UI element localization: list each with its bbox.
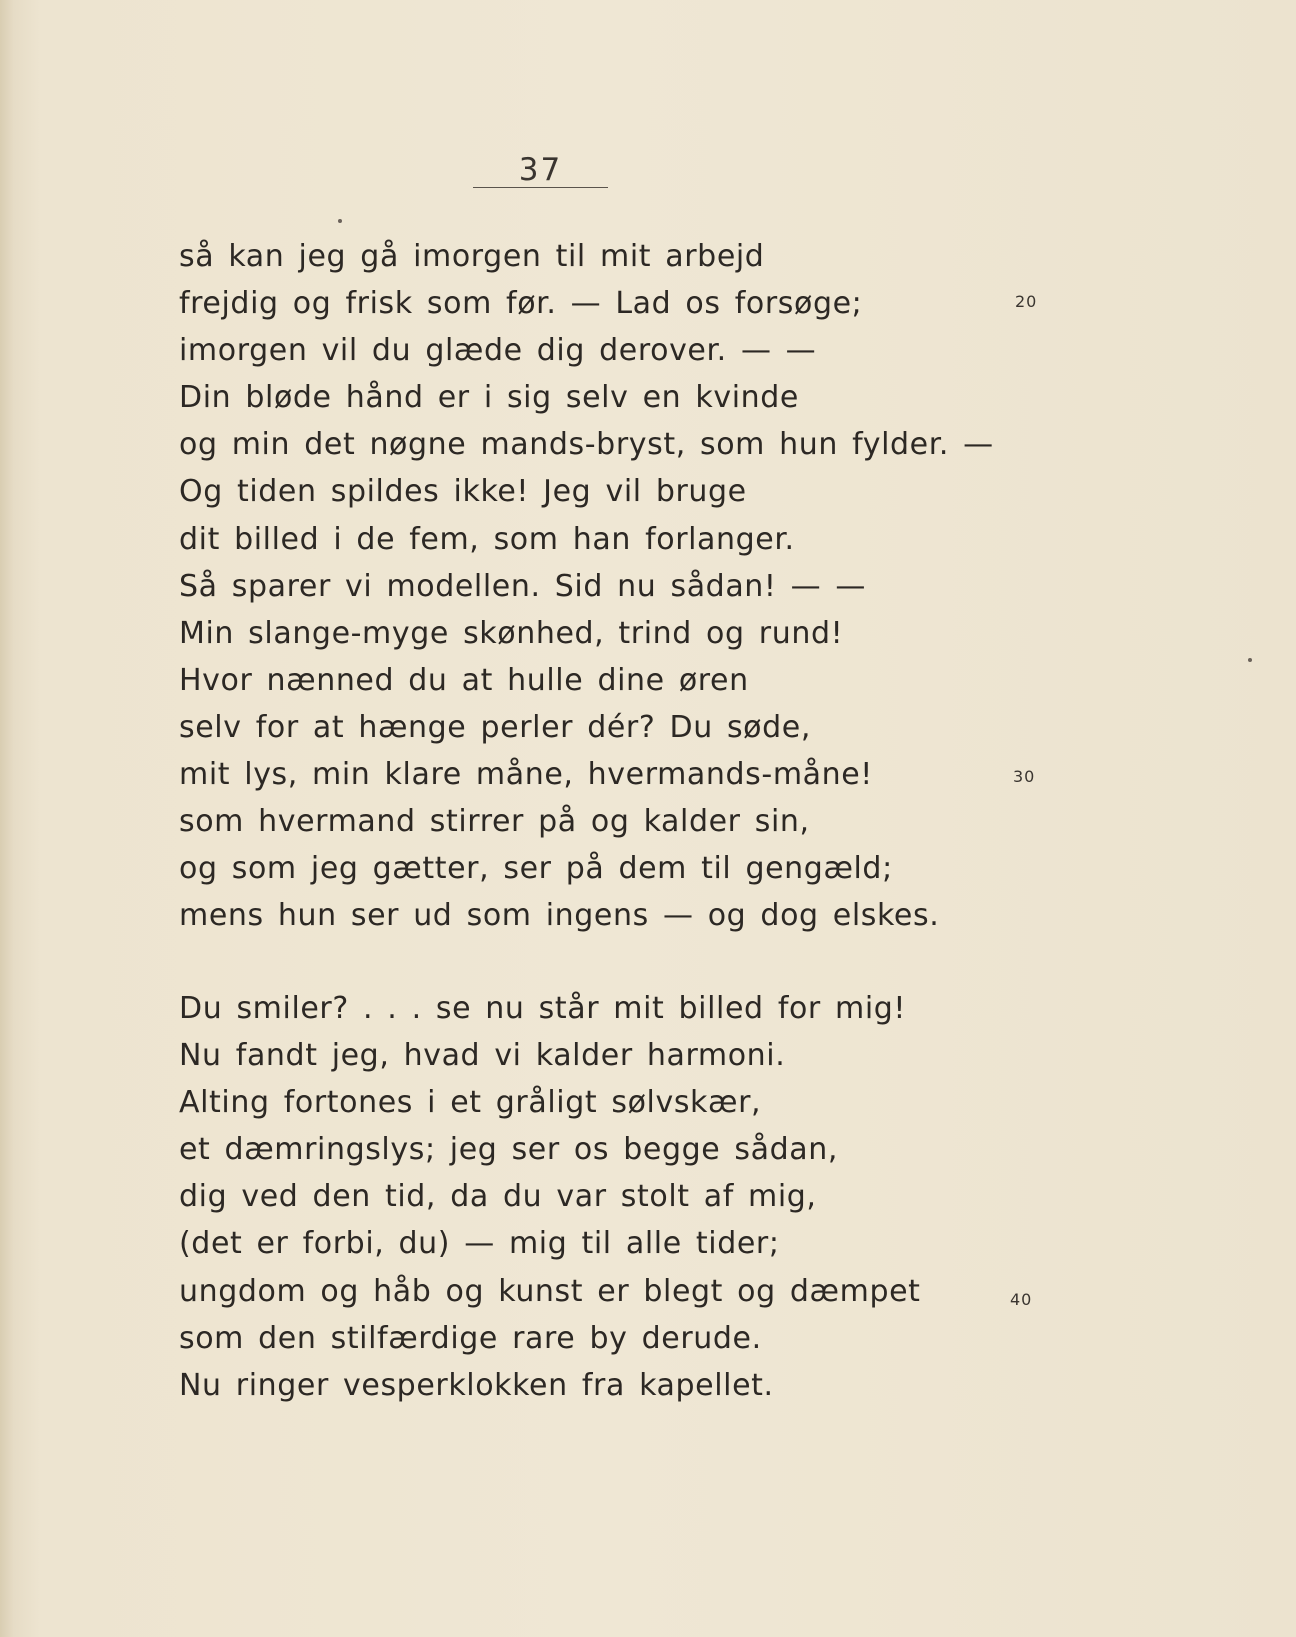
verse-line: (det er forbi, du) — mig til alle tider; [179, 1226, 780, 1262]
verse-line: ungdom og håb og kunst er blegt og dæmpet [179, 1273, 921, 1309]
verse-line: imorgen vil du glæde dig derover. — — [179, 333, 817, 369]
page-number-rule [473, 187, 608, 188]
stanza-2 [179, 985, 921, 1409]
verse-line: Din bløde hånd er i sig selv en kvinde [179, 380, 799, 416]
verse-line: dit billed i de fem, som han forlanger. [179, 521, 795, 557]
verse-line: Så sparer vi modellen. Sid nu sådan! — — [179, 568, 867, 604]
verse-line: Og tiden spildes ikke! Jeg vil bruge [179, 474, 747, 510]
ink-speck [338, 219, 342, 223]
verse-line: som den stilfærdige rare by derude. [179, 1320, 762, 1356]
line-number-40: 40 [1010, 1290, 1033, 1309]
verse-line: frejdig og frisk som før. — Lad os forsøge; [179, 286, 863, 322]
stanza-1 [179, 233, 994, 939]
verse-line: selv for at hænge perler dér? Du søde, [179, 709, 811, 745]
page-number: 37 [518, 152, 563, 188]
verse-line: og som jeg gætter, ser på dem til gengæld; [179, 851, 893, 887]
line-number-30: 30 [1013, 767, 1036, 786]
verse-line: som hvermand stirrer på og kalder sin, [179, 804, 810, 840]
verse-line: Nu ringer vesperklokken fra kapellet. [179, 1367, 774, 1403]
verse-line: Nu fandt jeg, hvad vi kalder harmoni. [179, 1038, 786, 1074]
verse-line: et dæmringslys; jeg ser os begge sådan, [179, 1132, 839, 1168]
verse-line: mit lys, min klare måne, hvermands-måne! [179, 757, 873, 793]
verse-line: dig ved den tid, da du var stolt af mig, [179, 1179, 817, 1215]
verse-line: Hvor nænned du at hulle dine øren [179, 662, 749, 698]
verse-line: og min det nøgne mands-bryst, som hun fylder. — [179, 427, 994, 463]
line-number-20: 20 [1015, 292, 1038, 311]
verse-line: Du smiler? . . . se nu står mit billed for mig! [179, 991, 907, 1026]
verse-line: så kan jeg gå imorgen til mit arbejd [179, 239, 765, 274]
verse-line: Min slange-myge skønhed, trind og rund! [179, 615, 844, 651]
verse-line: Alting fortones i et gråligt sølvskær, [179, 1085, 762, 1121]
verse-line: mens hun ser ud som ingens — og dog elskes. [179, 898, 940, 934]
ink-speck [1248, 658, 1252, 662]
